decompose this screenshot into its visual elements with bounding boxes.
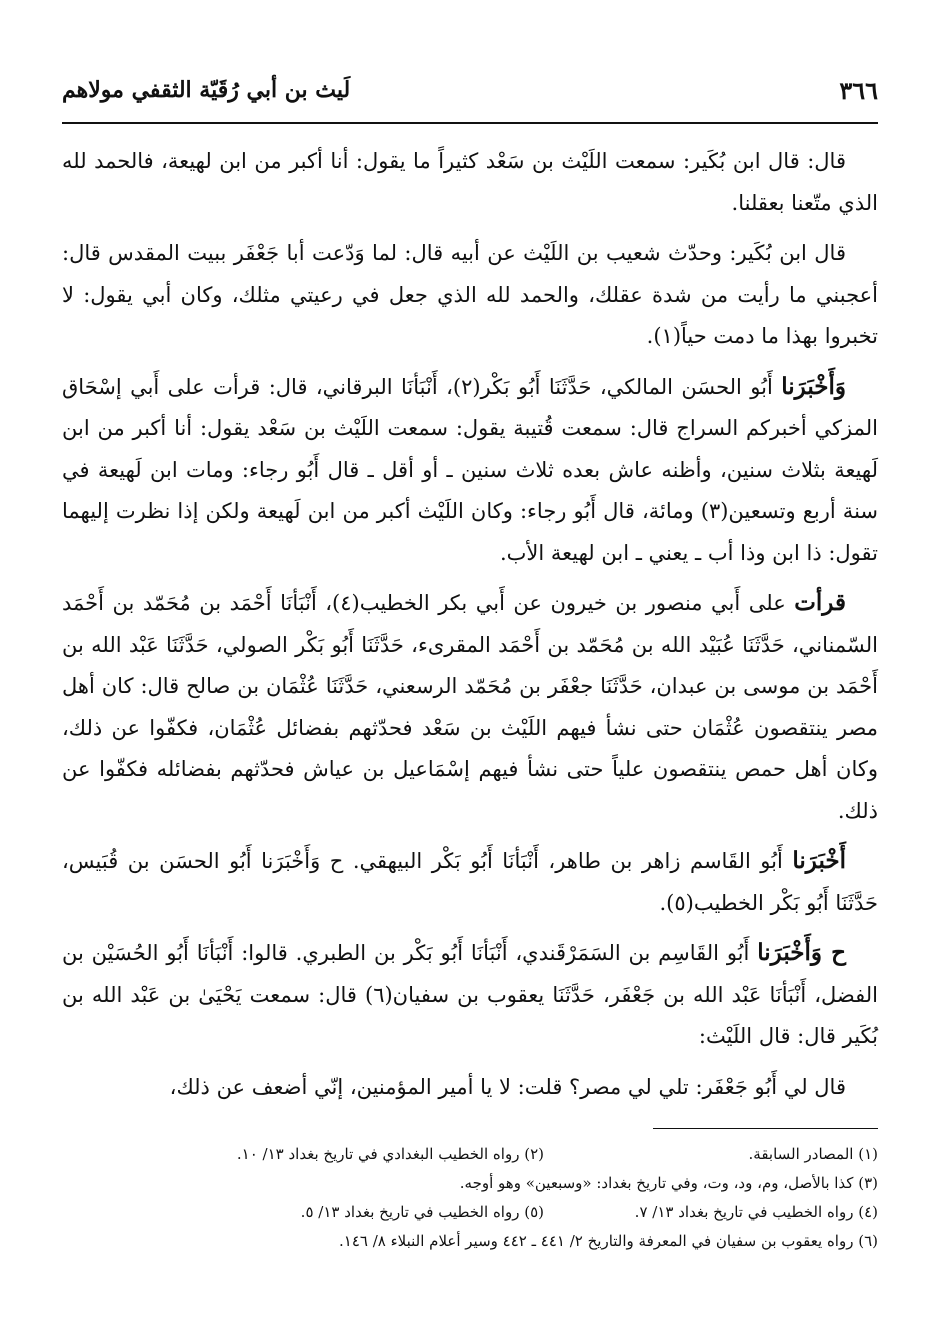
footnote: (١) المصادر السابقة. <box>748 1145 878 1163</box>
footnote: (٤) رواه الخطيب في تاريخ بغداد ١٣/ ٧. <box>634 1203 878 1221</box>
footnote: (٦) رواه يعقوب بن سفيان في المعرفة والتاريخ ٢/ ٤٤١ ـ ٤٤٢ وسير أعلام النبلاء ٨/ ١٤٦. <box>338 1232 878 1250</box>
footnote-row <box>62 1169 878 1198</box>
footnotes <box>62 1140 878 1256</box>
paragraph <box>62 932 878 1058</box>
paragraph-lead: قرأت <box>794 589 846 616</box>
footnote-row <box>62 1140 878 1169</box>
paragraph-text: قال ابن بُكَير: وحدّث شعيب بن اللَيْث عن أبيه قال: لما وَدّعت أبا جَعْفَر ببيت المقدس قال: أعجبني ما رأيت من شدة عقلك، والحمد لله الذي جعل في رعيتي مثلك، وكان أبي يقول: لا تخبروا بهذا ما دمت حياً(١). <box>62 241 878 348</box>
paragraph-lead: وَأَخْبَرَنا <box>781 372 846 400</box>
paragraph <box>62 366 878 575</box>
running-title: لَيث بن أبي رُقَيّة الثقفي مولاهم <box>62 77 351 103</box>
footnote-row <box>62 1227 878 1256</box>
footnote-divider <box>653 1128 878 1129</box>
footnote: (٢) رواه الخطيب البغدادي في تاريخ بغداد ١٣/ ١٠. <box>236 1145 544 1163</box>
paragraph-lead: أَخْبَرَنا <box>792 847 846 874</box>
paragraph-text: أَبُو الحسَن المالكي، حَدَّثَنَا أَبُو بَكْر(٢)، أَنْبَأنَا البرقاني، قال: قرأت على أَبي إسْحَاق المزكي أخبركم السراج قال: سمعت قُتيبة يقول: سمعت اللَيْث بن سَعْد يقول: أنا أكبر من ابن لَهيعة بثلاث سنين، وأظنه عاش بعده ثلاث سنين ـ أو أقل ـ قال أَبُو رجاء: ومات ابن لَهيعة في سنة أربع وتسعين(٣) ومائة، قال أَبُو رجاء: وكان اللَيْث أكبر من ابن لَهيعة ولكن إذا نظرت إليهما تقول: ذا ابن وذا أب ـ يعني ـ ابن لهيعة الأب. <box>62 374 878 565</box>
paragraph-lead: ح وَأَخْبَرَنا <box>757 939 846 966</box>
paragraph-text: أَبُو القَاسم زاهر بن طاهر، أَنْبَأنَا أَبُو بَكْر البيهقي. ح وَأَخْبَرَنا أَبُو الحسَن بن قُبَيس، حَدَّثَنَا أَبُو بَكْر الخطيب(٥). <box>62 849 878 915</box>
footnote: (٣) كذا بالأصل، وم، ود، وت، وفي تاريخ بغداد: «وسبعين» وهو أوجه. <box>459 1174 878 1192</box>
paragraph-text: قال لي أَبُو جَعْفَر: تلي لي مصر؟ قلت: لا يا أمير المؤمنين، إنّي أضعف عن ذلك، <box>169 1074 846 1099</box>
paragraph <box>62 582 878 832</box>
footnote-row <box>62 1198 878 1227</box>
paragraph-text: أَبُو القَاسِم بن السَمَرْقَندي، أَنْبَأنَا أَبُو بَكْر بن الطبري. قالوا: أَنْبَأنَا أَبُو الحُسَيْن بن الفضل، أَنْبَأنَا عَبْد الله بن جَعْفَر، حَدَّثَنَا يعقوب بن سفيان(٦) قال: سمعت يَحْيَىٰ بن عَبْد الله بن بُكَير قال: قال اللَيْث: <box>62 941 879 1048</box>
paragraph-text: على أَبي منصور بن خيرون عن أَبي بكر الخطيب(٤)، أَنْبَأنَا أَحْمَد بن مُحَمّد بن أَحْمَد السّمناني، حَدَّثَنَا عُبَيْد الله بن مُحَمّد بن أَحْمَد المقرىء، حَدَّثَنَا أَبُو بَكْر الصولي، حَدَّثَنَا عَبْد الله بن أَحْمَد بن موسى بن عبدان، حَدَّثَنَا جعْفَر بن مُحَمّد الرسعني، حَدَّثَنَا عُثْمَان بن صالح قال: كان أهل مصر ينتقصون عُثْمَان حتى نشأ فيهم اللَيْث بن سَعْد فحدّثهم بفضائل عُثْمَان، فكفّوا عن ذلك، وكان أهل حمص ينتقصون علياً حتى نشأ فيهم إسْمَاعيل بن عياش فحدّثهم بفضائله فكفّوا عن ذلك. <box>62 591 878 823</box>
paragraph-text: قال: قال ابن بُكَير: سمعت اللَيْث بن سَعْد كثيراً ما يقول: أنا أكبر من ابن لهيعة، فالحمد لله الذي متّعنا بعقلنا. <box>62 149 878 215</box>
paragraph <box>62 1066 878 1109</box>
page-number: ٣٦٦ <box>839 75 878 105</box>
body-text <box>62 140 878 1116</box>
footnote: (٥) رواه الخطيب في تاريخ بغداد ١٣/ ٥. <box>300 1203 544 1221</box>
page-header <box>62 70 878 110</box>
header-divider <box>62 122 878 124</box>
paragraph <box>62 140 878 224</box>
paragraph <box>62 232 878 358</box>
paragraph <box>62 840 878 924</box>
